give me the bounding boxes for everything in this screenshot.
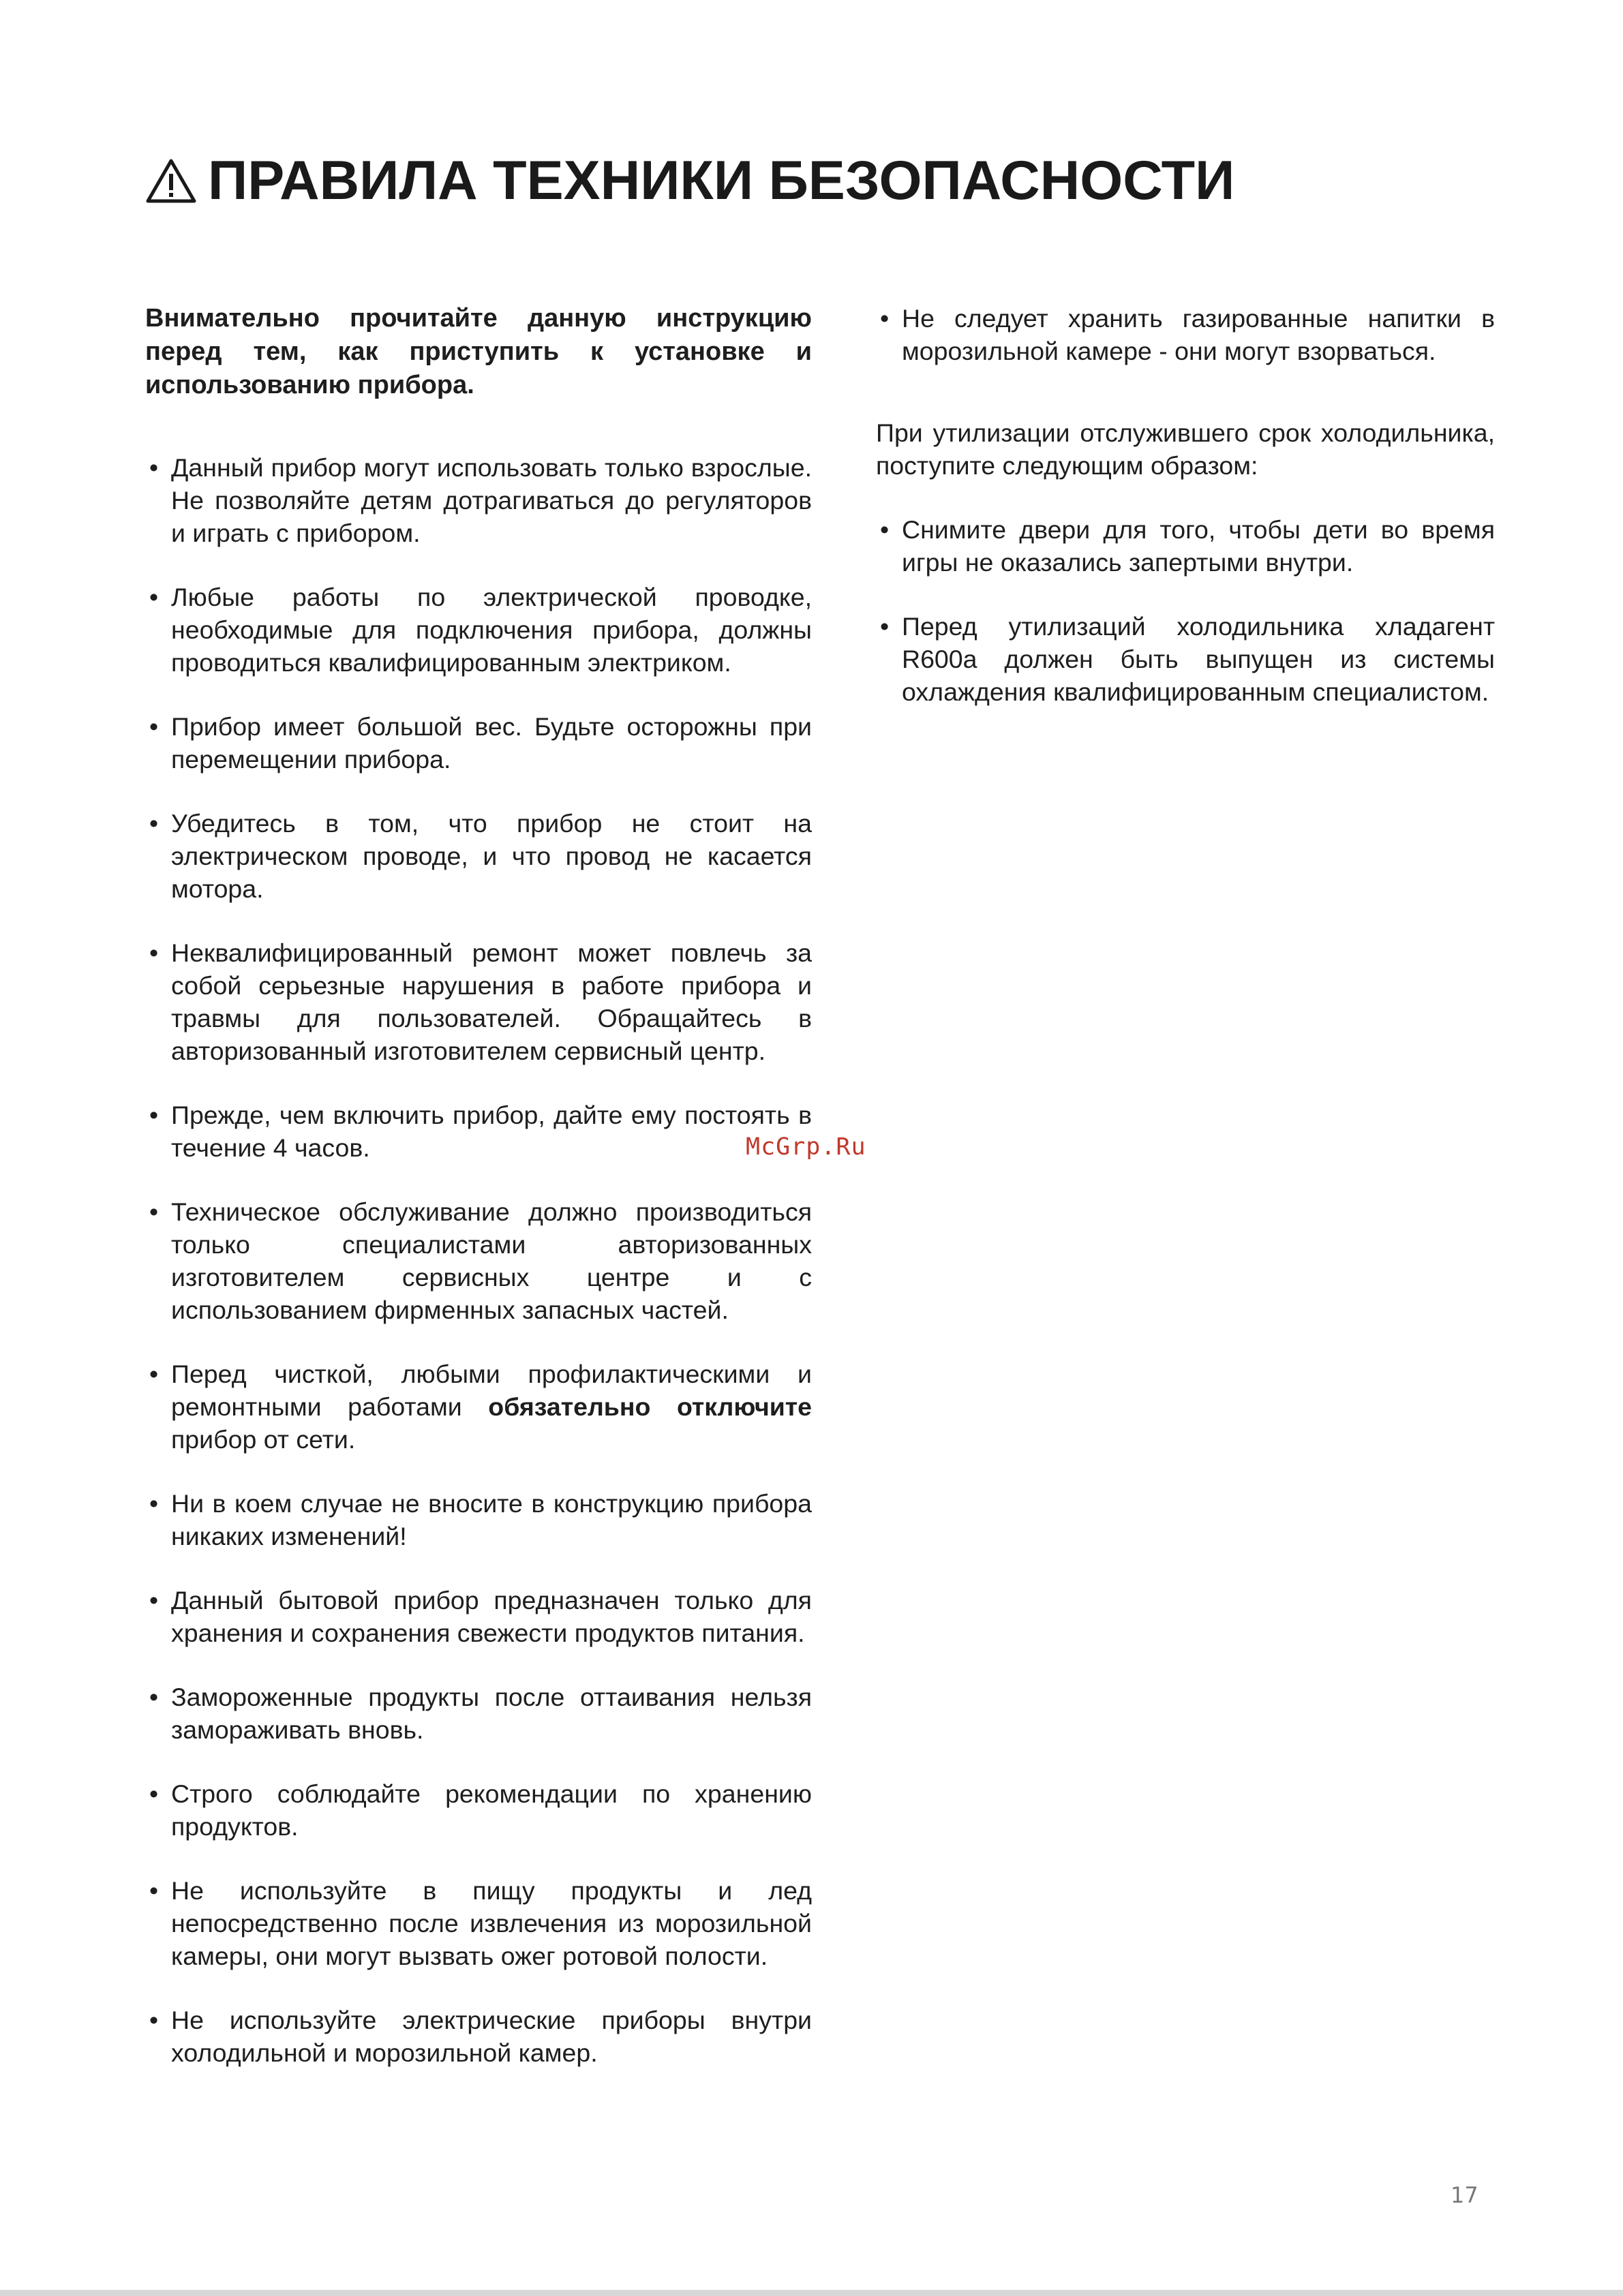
list-item-text: Строго соблюдайте рекомендации по хранению продуктов. bbox=[171, 1779, 812, 1841]
list-item bbox=[145, 581, 812, 679]
bullet: • bbox=[149, 1360, 159, 1388]
warning-triangle-icon bbox=[145, 157, 197, 204]
list-item bbox=[145, 807, 812, 905]
right-top-list bbox=[876, 302, 1495, 367]
left-column bbox=[145, 302, 812, 2100]
bullet: • bbox=[149, 1101, 159, 1129]
list-item bbox=[876, 302, 1495, 367]
list-item-unplug bbox=[145, 1358, 812, 1456]
bullet: • bbox=[149, 1489, 159, 1518]
list-item bbox=[145, 1584, 812, 1649]
unplug-emphasis: обязательно отключите bbox=[488, 1392, 812, 1421]
disposal-list bbox=[876, 513, 1495, 708]
list-item-text: Ни в коем случае не вносите в конструкцию прибора никаких изменений! bbox=[171, 1489, 812, 1550]
list-item bbox=[876, 513, 1495, 579]
bullet: • bbox=[880, 612, 890, 641]
bullet: • bbox=[149, 583, 159, 611]
page-number: 17 bbox=[1451, 2182, 1478, 2208]
bullet: • bbox=[149, 1779, 159, 1808]
bullet: • bbox=[149, 1683, 159, 1711]
list-item bbox=[145, 1099, 812, 1164]
bullet: • bbox=[149, 1876, 159, 1905]
list-item bbox=[145, 451, 812, 549]
bullet: • bbox=[149, 712, 159, 741]
list-item-text: Прежде, чем включить прибор, дайте ему постоять в течение 4 часов. bbox=[171, 1101, 812, 1162]
intro-paragraph: Внимательно прочитайте данную инструкцию перед тем, как приступить к установке и использованию прибора. bbox=[145, 304, 812, 399]
bullet: • bbox=[149, 809, 159, 838]
unplug-text-after: прибор от сети. bbox=[171, 1425, 356, 1454]
title-text: ПРАВИЛА ТЕХНИКИ БЕЗОПАСНОСТИ bbox=[208, 149, 1235, 211]
bullet: • bbox=[149, 1586, 159, 1614]
list-item bbox=[145, 1681, 812, 1746]
list-item bbox=[876, 610, 1495, 708]
list-item-text: Убедитесь в том, что прибор не стоит на электрическом проводе, и что провод не касается мотора. bbox=[171, 809, 812, 903]
disposal-intro: При утилизации отслужившего срок холодильника, поступите следующим образом: bbox=[876, 418, 1495, 480]
bullet: • bbox=[149, 938, 159, 967]
list-item-text: Не используйте электрические приборы внутри холодильной и морозильной камер. bbox=[171, 2006, 812, 2067]
list-item-text: Снимите двери для того, чтобы дети во время игры не оказались запертыми внутри. bbox=[902, 515, 1495, 577]
list-item bbox=[145, 936, 812, 1067]
list-item-text: Данный бытовой прибор предназначен только для хранения и сохранения свежести продуктов питания. bbox=[171, 1586, 812, 1647]
list-item bbox=[145, 1874, 812, 1972]
list-item bbox=[145, 1195, 812, 1326]
list-item-text: Не используйте в пищу продукты и лед непосредственно после извлечения из морозильной камеры, они могут вызвать ожег ротовой полости. bbox=[171, 1876, 812, 1970]
list-item bbox=[145, 710, 812, 776]
list-item-text: Прибор имеет большой вес. Будьте осторожны при перемещении прибора. bbox=[171, 712, 812, 774]
bullet: • bbox=[149, 1197, 159, 1226]
bottom-rule bbox=[0, 2290, 1623, 2296]
unplug-text-before: Перед чисткой, любыми профилактическими и ремонтными работами bbox=[171, 1360, 812, 1421]
bullet: • bbox=[880, 515, 890, 544]
list-item-text: Данный прибор могут использовать только взрослые. Не позволяйте детям дотрагиваться до регуляторов и играть с прибором. bbox=[171, 453, 812, 547]
list-item-text: Не следует хранить газированные напитки в морозильной камере - они могут взорваться. bbox=[902, 304, 1495, 365]
safety-list bbox=[145, 451, 812, 2069]
list-item-text: Перед утилизаций холодильника хладагент R600a должен быть выпущен из системы охлаждения квалифицированным специалистом. bbox=[902, 612, 1495, 706]
right-column bbox=[876, 302, 1495, 739]
list-item bbox=[145, 1777, 812, 1843]
list-item-text: Неквалифицированный ремонт может повлечь за собой серьезные нарушения в работе прибора и травмы для пользователей. Обращайтесь в авторизованный изготовителем сервисный центр. bbox=[171, 938, 812, 1065]
bullet: • bbox=[149, 2006, 159, 2034]
bullet: • bbox=[149, 453, 159, 482]
list-item bbox=[145, 2004, 812, 2069]
list-item-text: Любые работы по электрической проводке, необходимые для подключения прибора, должны проводиться квалифицированным электриком. bbox=[171, 583, 812, 677]
list-item-text: Техническое обслуживание должно производиться только специалистами авторизованных изготовителем сервисных центре и с использованием фирменных запасных частей. bbox=[171, 1197, 812, 1324]
list-item-text: Замороженные продукты после оттаивания нельзя замораживать вновь. bbox=[171, 1683, 812, 1744]
page-title bbox=[145, 143, 1234, 218]
bullet: • bbox=[880, 304, 890, 333]
watermark: McGrp.Ru bbox=[746, 1133, 866, 1161]
list-item bbox=[145, 1487, 812, 1552]
